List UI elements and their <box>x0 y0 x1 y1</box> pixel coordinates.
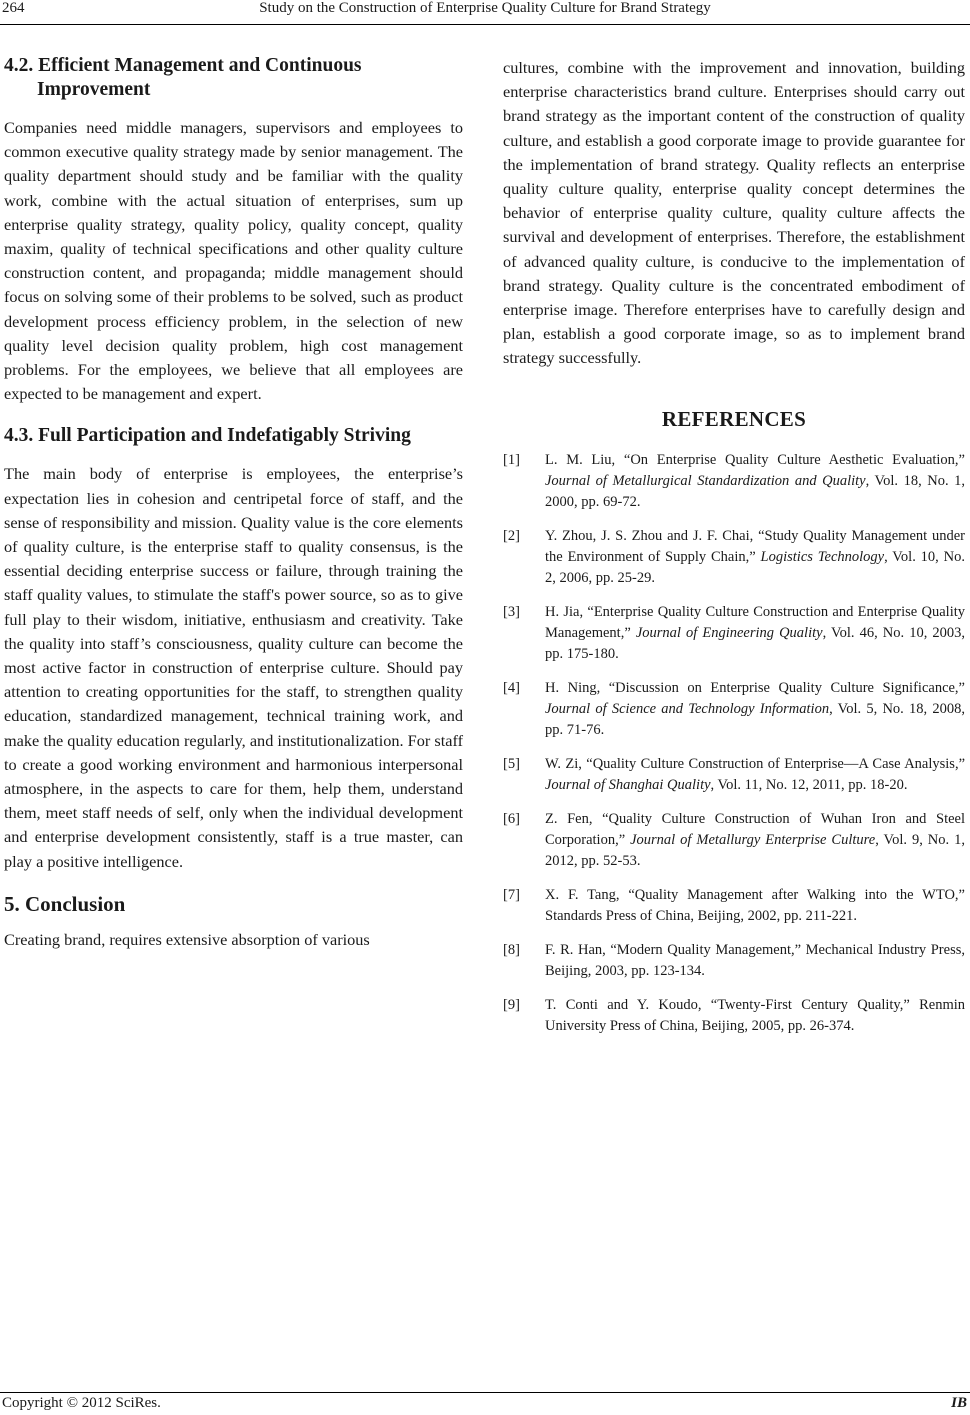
reference-number: [2] <box>503 527 520 544</box>
reference-number: [8] <box>503 941 520 958</box>
reference-journal: Journal of Metallurgy Enterprise Culture <box>630 831 876 848</box>
section-4-2-body: Companies need middle managers, supervisors and employees to common executive quality strategy made by senior management. The quality department should study and be familiar with the quality work, combine with the actual situation of enterprises, sum up enterprise quality strategy, quality policy, quality concept, quality maxim, quality of technical specifications and other quality culture construction content, and propaganda; middle management should focus on solving some of their problems to be solved, such as product development process efficiency problem, in the selection of new quality level decision quality problem, high cost management problems. For the employees, we believe that all employees are expected to be management and expert. <box>4 118 463 404</box>
reference-text: T. Conti and Y. Koudo, “Twenty-First Century Quality,” Renmin University Press of China, Beijing, 2005, pp. 26-374. <box>545 996 965 1034</box>
reference-item <box>503 940 965 982</box>
section-5-body-start: Creating brand, requires extensive absorption of various <box>4 929 370 949</box>
reference-item <box>503 809 965 872</box>
page-number: 264 <box>2 0 25 16</box>
reference-journal: Logistics Technology <box>760 548 885 565</box>
reference-details: , Vol. 11, No. 12, 2011, pp. 18-20. <box>710 776 908 793</box>
reference-details: , Vol. 10, No. 2, 2006, pp. 25-29. <box>545 548 965 586</box>
reference-item <box>503 754 965 796</box>
reference-text: Y. Zhou, J. S. Zhou and J. F. Chai, “Study Quality Management under the Environment of Supply Chain,” <box>545 527 965 565</box>
reference-text: W. Zi, “Quality Culture Construction of Enterprise—A Case Analysis,” <box>545 755 965 772</box>
reference-number: [9] <box>503 996 520 1013</box>
reference-text: H. Jia, “Enterprise Quality Culture Construction and Enterprise Quality Management,” <box>545 603 965 641</box>
reference-journal: Journal of Shanghai Quality <box>545 776 711 793</box>
reference-journal: Journal of Engineering Quality <box>635 624 823 641</box>
left-column <box>4 54 463 952</box>
reference-number: [3] <box>503 603 520 620</box>
reference-journal: Journal of Metallurgical Standardization and Quality <box>545 472 866 489</box>
reference-text: Z. Fen, “Quality Culture Construction of Wuhan Iron and Steel Corporation,” <box>545 810 965 848</box>
section-4-2-heading <box>4 54 463 102</box>
reference-text: H. Ning, “Discussion on Enterprise Quality Culture Significance,” <box>545 679 965 696</box>
section-4-3-body: The main body of enterprise is employees, the enterprise’s expectation lies in cohesion and centripetal force of staff, and the sense of responsibility and mission. Quality value is the core elements of quality culture, is the enterprise staff to quality consensus, is the essential deciding enterprise success or failure, through training the staff quality values, to stimulate the staff's power source, so as to give full play to their wisdom, initiative, enthusiasm and creativity. Take the quality into staff’s consciousness, quality culture can become the most active factor in construction of enterprise culture. Should pay attention to creating opportunities for the staff, to strengthen quality education, standardized management, technical training work, and make the quality education regularly, and institutionalization. For staff to create a good working environment and harmonious interpersonal atmosphere, in the aspects to care for them, help them, understand them, meet staff needs of self, only when the individual development and enterprise development consistently, staff is a true master, can play a positive intelligence. <box>4 464 463 871</box>
section-4-2-title-line1: Efficient Management and Continuous <box>38 55 362 76</box>
reference-details: , Vol. 5, No. 18, 2008, pp. 71-76. <box>545 700 965 738</box>
section-4-2-title-line2: Improvement <box>37 79 151 100</box>
page-footer <box>0 1392 970 1415</box>
reference-text: F. R. Han, “Modern Quality Management,” Mechanical Industry Press, Beijing, 2003, pp. 123-134. <box>545 941 965 979</box>
section-4-3-heading: 4.3. Full Participation and Indefatigably Striving <box>4 425 411 447</box>
references-list <box>503 450 965 1037</box>
reference-number: [5] <box>503 755 520 772</box>
reference-item <box>503 885 965 927</box>
section-4-2-number: 4.2. <box>4 55 34 76</box>
section-5-heading: 5. Conclusion <box>4 891 126 916</box>
running-title: Study on the Construction of Enterprise Quality Culture for Brand Strategy <box>259 0 711 16</box>
copyright-notice: Copyright © 2012 SciRes. <box>2 1395 161 1411</box>
reference-text: X. F. Tang, “Quality Management after Walking into the WTO,” Standards Press of China, Beijing, 2002, pp. 211-221. <box>545 886 965 924</box>
reference-item <box>503 995 965 1037</box>
right-column <box>503 56 965 1050</box>
reference-number: [7] <box>503 886 520 903</box>
section-5-body-continued: cultures, combine with the improvement and innovation, building enterprise characteristics brand culture. Enterprises should carry out brand strategy as the important content of the construction of quality culture, and establish a good corporate image to provide guarantee for the implementation of brand strategy. Quality reflects an enterprise quality culture quality, enterprise quality concept determines the behavior of enterprise quality culture, quality culture affects the survival and development of enterprises. Therefore, the establishment of advanced quality culture, is conducive to the implementation of brand strategy. Quality culture is the concentrated embodiment of enterprise image. Therefore enterprises have to carefully design and plan, establish a good corporate image, so as to implement brand strategy successfully. <box>503 58 965 368</box>
references-heading: REFERENCES <box>661 406 807 431</box>
reference-details: , Vol. 18, No. 1, 2000, pp. 69-72. <box>545 472 965 510</box>
reference-item <box>503 678 965 741</box>
reference-item <box>503 526 965 589</box>
reference-details: , Vol. 9, No. 1, 2012, pp. 52-53. <box>545 831 965 869</box>
journal-abbreviation: IB <box>951 1395 967 1411</box>
reference-details: , Vol. 46, No. 10, 2003, pp. 175-180. <box>545 624 966 662</box>
reference-text: L. M. Liu, “On Enterprise Quality Culture Aesthetic Evaluation,” <box>545 451 965 468</box>
reference-item <box>503 450 965 513</box>
reference-journal: Journal of Science and Technology Information <box>545 700 830 717</box>
reference-number: [6] <box>503 810 520 827</box>
reference-number: [1] <box>503 451 520 468</box>
reference-number: [4] <box>503 679 520 696</box>
page-header <box>0 0 970 25</box>
reference-item <box>503 602 965 665</box>
